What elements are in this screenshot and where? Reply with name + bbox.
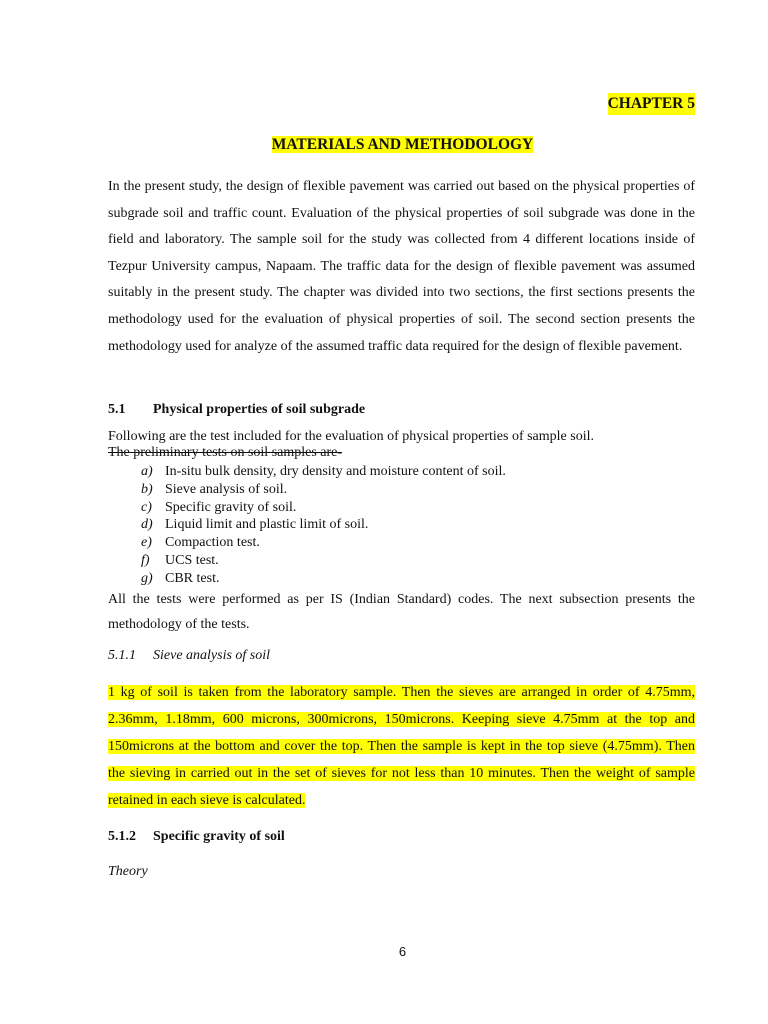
page-number: 6 [398,944,407,959]
chapter-title-text: MATERIALS AND METHODOLOGY [271,136,534,153]
list-item-text: Compaction test. [165,535,260,551]
tests-list [141,463,506,588]
theory-heading: Theory [108,864,148,879]
list-item-text: In-situ bulk density, dry density and moisture content of soil. [165,464,506,479]
chapter-title [0,134,768,156]
section-number: 5.1 [108,402,126,417]
highlighted-text: 1 kg of soil is taken from the laboratory sample. Then the sieves are arranged in order of 4.75mm, 2.36mm, 1.18mm, 600 microns, 300microns, 150microns. Keeping sieve 4.75mm at the top and 150microns at the bottom and cover the top. Then the sample is kept in the top sieve (4.75mm). Then the sieving in carried out in the set of sieves for not less than 10 minutes. Then the weight of sample retained in each sieve is calculated. [108,685,695,808]
list-item-label: e) [141,535,152,551]
list-item-text: Liquid limit and plastic limit of soil. [165,517,369,533]
list-item-label: f) [141,552,150,568]
subsection-title: Sieve analysis of soil [153,648,271,663]
intro-paragraph: In the present study, the design of flexible pavement was carried out based on the physical properties of subgrade soil and traffic count. Evaluation of the physical properties of soil subgrade was done in the field and laboratory. The sample soil for the study was collected from 4 different locations inside of Tezpur University campus, Napaam. The traffic data for the design of flexible pavement was assumed suitably in the present study. The chapter was divided into two sections, the first sections presents the methodology used for the evaluation of physical properties of soil. The second section presents the methodology used for analyze of the assumed traffic data required for the design of flexible pavement. [108,179,695,354]
list-item-text: Specific gravity of soil. [165,499,297,515]
subsection-heading-5-1-2 [108,827,285,847]
subsection-heading-5-1-1 [108,646,270,666]
list-item [141,463,506,481]
list-item [141,516,506,534]
all-tests-paragraph: All the tests were performed as per IS (Indian Standard) codes. The next subsection presents the methodology of the tests. [108,592,695,632]
list-item-label: b) [141,481,153,497]
subsection-title: Specific gravity of soil [153,829,285,844]
subsection-number: 5.1.2 [108,829,136,844]
struck-through-text: The preliminary tests on soil samples are- [108,445,343,460]
list-item-text: Sieve analysis of soil. [165,481,288,497]
tests-intro-text: Following are the test included for the evaluation of physical properties of sample soil. [108,429,594,444]
list-item-text: CBR test. [165,570,220,586]
section-heading-5-1 [108,400,365,420]
chapter-heading: CHAPTER 5 [608,93,695,115]
section-title: Physical properties of soil subgrade [153,402,366,417]
list-item-label: g) [141,570,153,586]
subsection-number: 5.1.1 [108,648,136,663]
list-item [141,570,506,588]
list-item [141,481,506,499]
list-item-label: c) [141,499,152,515]
list-item-text: UCS test. [165,552,219,568]
sieve-analysis-paragraph [108,679,695,814]
list-item [141,499,506,517]
list-item [141,552,506,570]
list-item-label: d) [141,517,153,533]
list-item [141,534,506,552]
list-item-label: a) [141,464,153,479]
